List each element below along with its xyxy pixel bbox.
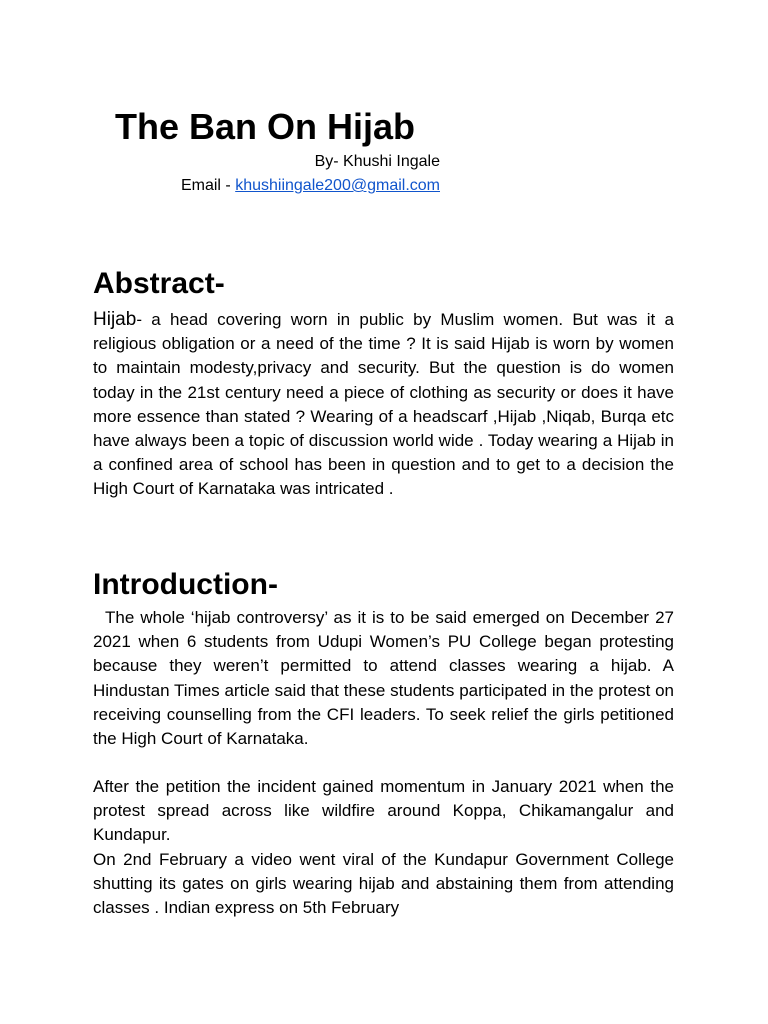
abstract-paragraph: [93, 308, 674, 502]
introduction-paragraph-1: [93, 606, 674, 751]
document-title: The Ban On Hijab: [115, 106, 416, 147]
abstract-lead-word: Hijab: [93, 309, 137, 330]
author-email-line: [100, 176, 440, 196]
abstract-text: - a head covering worn in public by Muslim women. But was it a religious obligation or a need of the time ? It is said Hijab is worn by women to maintain modesty,privacy and security. But the question is do women today in the 21st century need a piece of clothing as security or does it have more essence than stated ? Wearing of a headscarf ,Hijab ,Niqab, Burqa etc have always been a topic of discussion world wide . Today wearing a Hijab in a confined area of school has been in question and to get to a decision the High Court of Karnataka was intricated .: [93, 310, 674, 499]
introduction-paragraph-3: On 2nd February a video went viral of the Kundapur Government College shutting its gates on girls wearing hijab and abstaining them from attending classes . Indian express on 5th February: [93, 850, 674, 918]
email-link[interactable]: khushiingale200@gmail.com: [235, 177, 440, 194]
introduction-paragraph-1-text: The whole ‘hijab controversy’ as it is to be said emerged on December 27 2021 when 6 students from Udupi Women’s PU College began protesting because they weren’t permitted to attend classes wearing a hijab. A Hindustan Times article said that these students participated in the protest on receiving counselling from the CFI leaders. To seek relief the girls petitioned the High Court of Karnataka.: [93, 608, 675, 749]
introduction-heading: Introduction-: [93, 568, 278, 601]
email-label: Email -: [180, 177, 236, 194]
author-byline: By- Khushi Ingale: [314, 153, 440, 170]
abstract-heading: Abstract-: [93, 267, 225, 300]
introduction-paragraph-2: After the petition the incident gained momentum in January 2021 when the protest spread across like wildfire around Koppa, Chikamangalur and Kundapur.: [93, 777, 674, 845]
